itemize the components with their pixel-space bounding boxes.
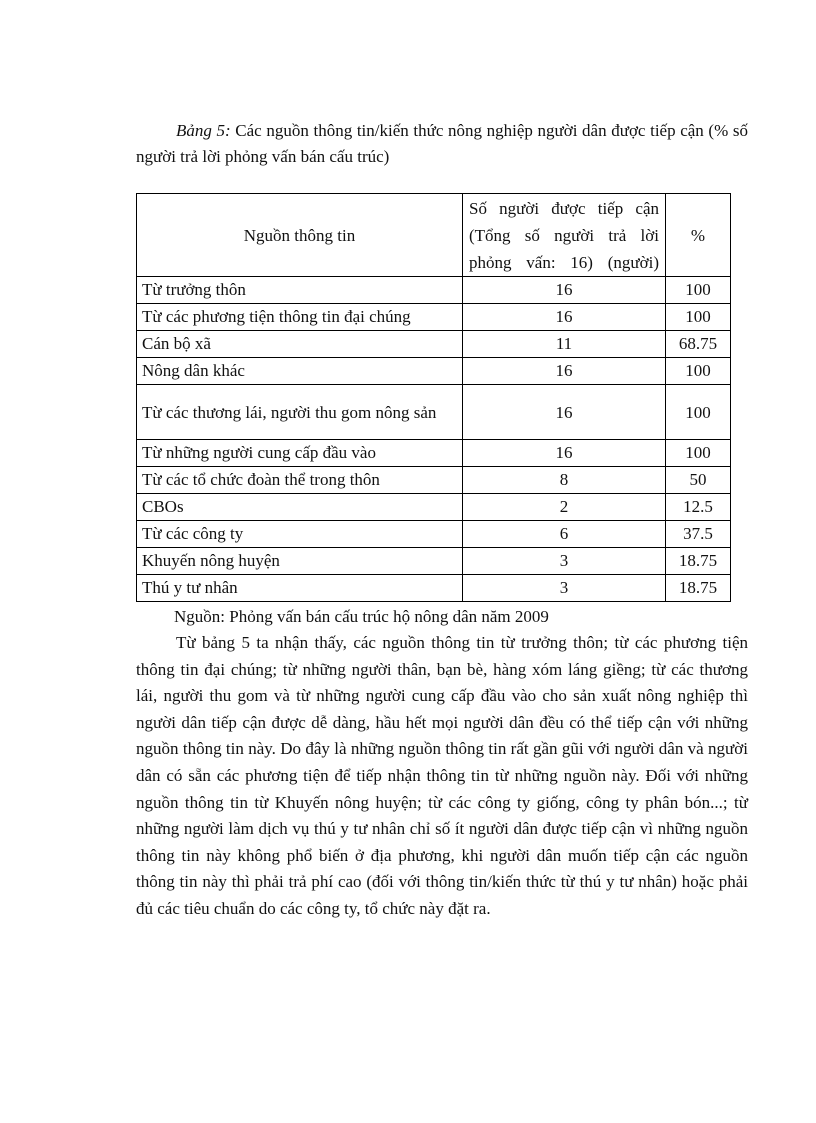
- cell-count: 3: [463, 575, 666, 602]
- header-percent: %: [666, 194, 731, 277]
- table-row: [137, 521, 731, 548]
- header-count-line-1: Số người được tiếp cận: [469, 198, 659, 218]
- table-row: [137, 494, 731, 521]
- cell-percent: 12.5: [666, 494, 731, 521]
- cell-source: CBOs: [137, 494, 463, 521]
- table-row: [137, 385, 731, 440]
- cell-count: 16: [463, 440, 666, 467]
- table-row: [137, 548, 731, 575]
- cell-count: 3: [463, 548, 666, 575]
- cell-percent: 50: [666, 467, 731, 494]
- header-count-line-2: (Tổng số người trả lời: [469, 225, 659, 245]
- cell-count: 2: [463, 494, 666, 521]
- table-row: [137, 304, 731, 331]
- cell-percent: 37.5: [666, 521, 731, 548]
- cell-count: 6: [463, 521, 666, 548]
- table-number-label: Bảng 5:: [176, 121, 231, 140]
- table-header-row: [137, 194, 731, 277]
- header-count: [463, 194, 666, 277]
- table-row: [137, 440, 731, 467]
- cell-source: Từ những người cung cấp đầu vào: [137, 440, 463, 467]
- cell-count: 16: [463, 385, 666, 440]
- body-paragraph: Từ bảng 5 ta nhận thấy, các nguồn thông tin từ trưởng thôn; từ các phương tiện thông tin đại chúng; từ những người thân, bạn bè, hàng xóm láng giềng; từ các thương lái, người thu gom và từ những người cung cấp đầu vào cho sản xuất nông nghiệp thì người dân tiếp cận được dễ dàng, hầu hết mọi người dân đều có thể tiếp cận với những nguồn thông tin này. Do đây là những nguồn thông tin rất gần gũi với người dân và người dân có sẵn các phương tiện để tiếp nhận thông tin từ những nguồn này. Đối với những nguồn thông tin từ Khuyến nông huyện; từ các công ty giống, công ty phân bón...; từ những người làm dịch vụ thú y tư nhân chỉ số ít người dân được tiếp cận vì những nguồn thông tin này không phổ biến ở địa phương, khi người dân muốn tiếp cận các nguồn thông tin này thì phải trả phí cao (đối với thông tin/kiến thức từ thú y tư nhân) hoặc phải đủ các tiêu chuẩn do các công ty, tổ chức này đặt ra.: [136, 633, 748, 918]
- cell-count: 16: [463, 277, 666, 304]
- cell-percent: 100: [666, 385, 731, 440]
- cell-percent: 100: [666, 304, 731, 331]
- cell-source: Từ các công ty: [137, 521, 463, 548]
- cell-source: Khuyến nông huyện: [137, 548, 463, 575]
- cell-count: 11: [463, 331, 666, 358]
- source-note: Nguồn: Phỏng vấn bán cấu trúc hộ nông dân năm 2009: [174, 607, 549, 626]
- cell-source: Từ các tổ chức đoàn thể trong thôn: [137, 467, 463, 494]
- header-source: Nguồn thông tin: [137, 194, 463, 277]
- cell-source: Từ trưởng thôn: [137, 277, 463, 304]
- header-count-line-3: phỏng vấn: 16) (người): [469, 252, 659, 272]
- table-row: [137, 575, 731, 602]
- cell-source: Thú y tư nhân: [137, 575, 463, 602]
- cell-percent: 68.75: [666, 331, 731, 358]
- information-sources-table: [136, 193, 731, 602]
- cell-source: Nông dân khác: [137, 358, 463, 385]
- table-row: [137, 467, 731, 494]
- table-caption-text: Các nguồn thông tin/kiến thức nông nghiệp người dân được tiếp cận (% số người trả lời phỏng vấn bán cấu trúc): [136, 121, 748, 166]
- cell-source: Cán bộ xã: [137, 331, 463, 358]
- cell-percent: 100: [666, 277, 731, 304]
- cell-count: 16: [463, 358, 666, 385]
- cell-count: 8: [463, 467, 666, 494]
- cell-percent: 18.75: [666, 575, 731, 602]
- table-row: [137, 331, 731, 358]
- cell-percent: 100: [666, 358, 731, 385]
- cell-source: Từ các thương lái, người thu gom nông sản: [137, 385, 463, 440]
- table-row: [137, 277, 731, 304]
- table-row: [137, 358, 731, 385]
- cell-count: 16: [463, 304, 666, 331]
- table-caption: [136, 118, 748, 170]
- cell-source: Từ các phương tiện thông tin đại chúng: [137, 304, 463, 331]
- cell-percent: 100: [666, 440, 731, 467]
- cell-percent: 18.75: [666, 548, 731, 575]
